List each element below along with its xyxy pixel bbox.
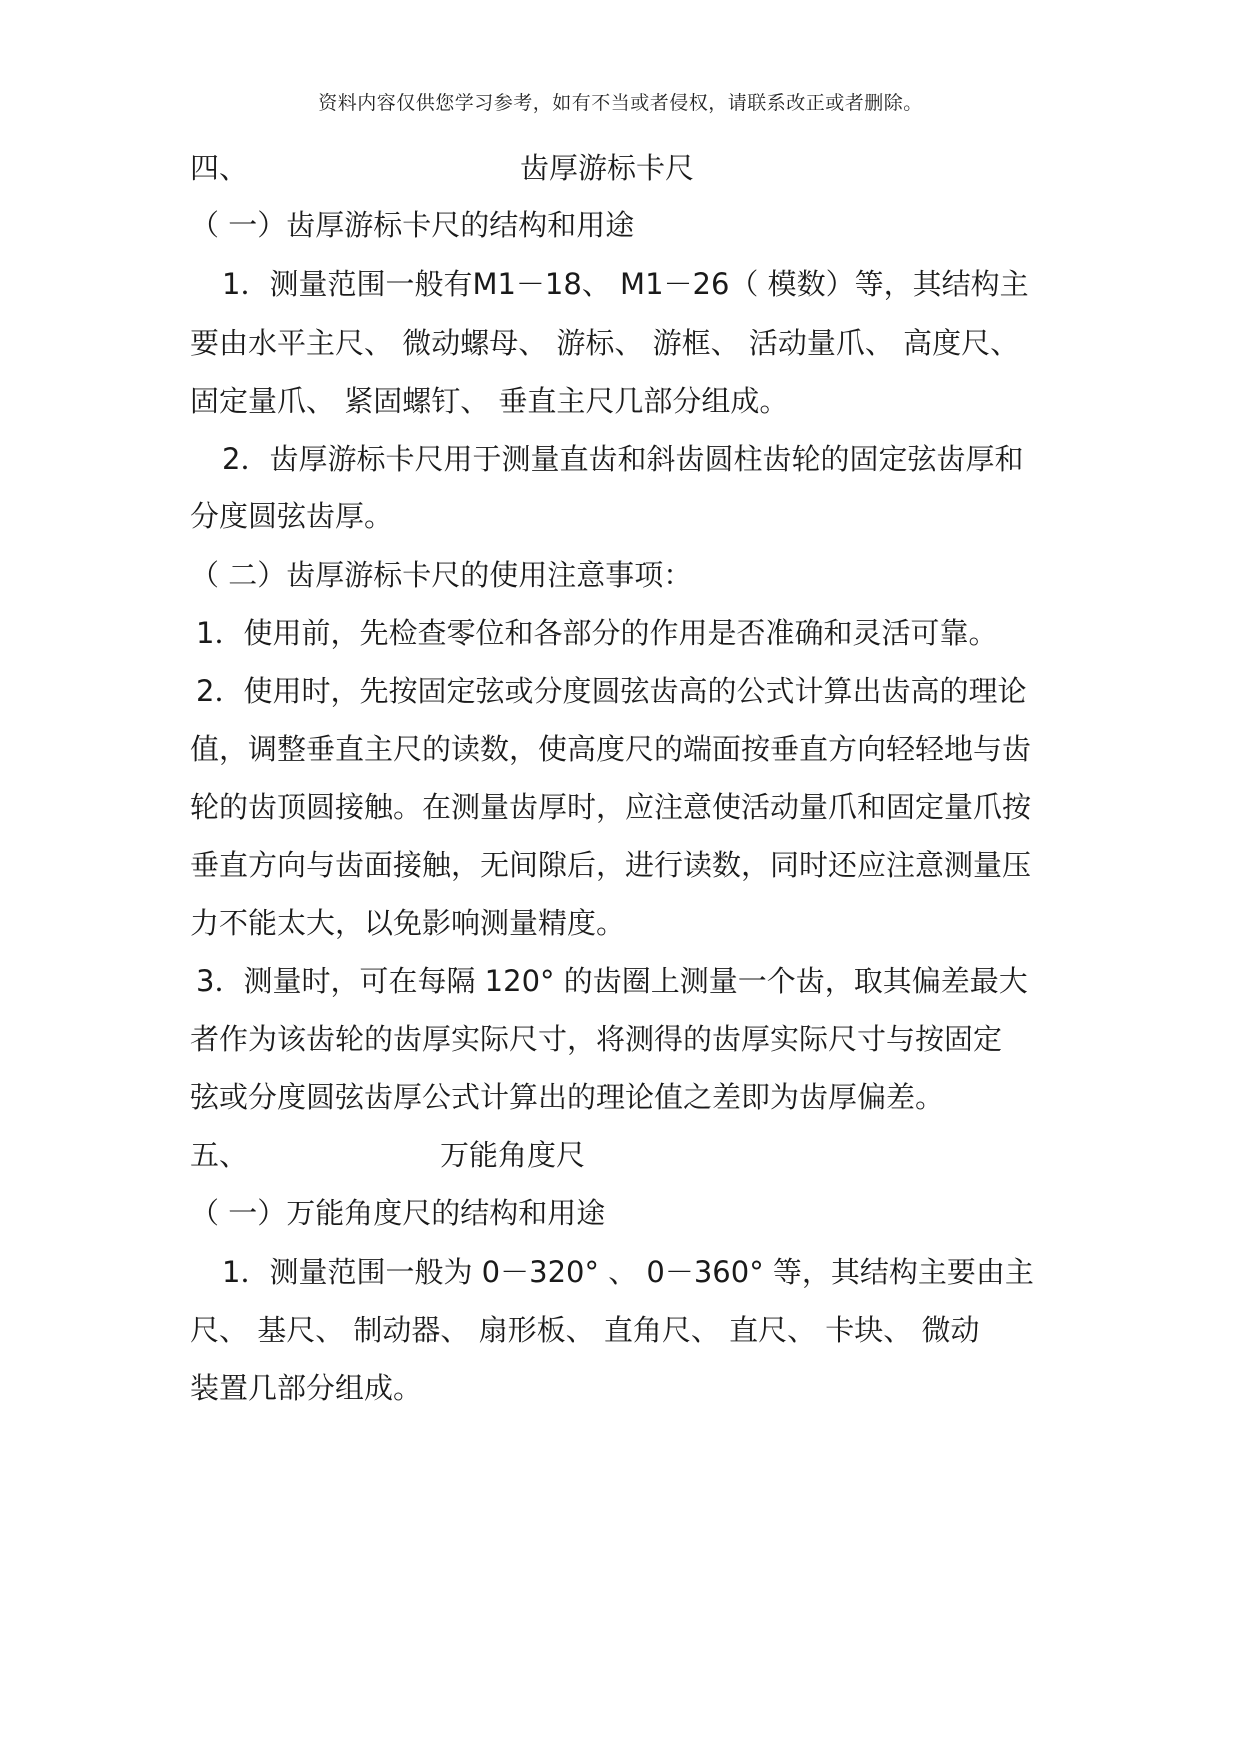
s4-sub2-item3-line2: 者作为该齿轮的齿厚实际尺寸，将测得的齿厚实际尺寸与按固定 bbox=[190, 1022, 1003, 1056]
section-5-heading bbox=[190, 1137, 1070, 1173]
section-5-sub-1-heading: （ 一）万能角度尺的结构和用途 bbox=[190, 1196, 606, 1230]
s4-sub2-item2-line2: 值，调整垂直主尺的读数，使高度尺的端面按垂直方向轻轻地与齿 bbox=[190, 732, 1032, 766]
s4-item1-line3: 固定量爪、 紧固螺钉、 垂直主尺几部分组成。 bbox=[190, 384, 789, 418]
s4-sub2-item3-line3: 弦或分度圆弦齿厚公式计算出的理论值之差即为齿厚偏差。 bbox=[190, 1080, 945, 1114]
section-5-title: 万能角度尺 bbox=[440, 1138, 586, 1172]
s4-sub2-item3-line1: 3．测量时，可在每隔 120° 的齿圈上测量一个齿，取其偏差最大 bbox=[196, 964, 1028, 998]
s5-item1-line1: 1．测量范围一般为 0－320° 、 0－360° 等，其结构主要由主 bbox=[222, 1255, 1034, 1289]
s5-item1-line3: 装置几部分组成。 bbox=[190, 1371, 423, 1405]
s4-sub2-item2-line3: 轮的齿顶圆接触。在测量齿厚时，应注意使活动量爪和固定量爪按 bbox=[190, 790, 1032, 824]
section-4-sub-1-heading: （ 一）齿厚游标卡尺的结构和用途 bbox=[190, 208, 635, 242]
s4-item2-line1: 2．齿厚游标卡尺用于测量直齿和斜齿圆柱齿轮的固定弦齿厚和 bbox=[222, 442, 1024, 476]
s4-sub2-item2-line1: 2．使用时，先按固定弦或分度圆弦齿高的公式计算出齿高的理论 bbox=[196, 674, 1027, 708]
header-note: 资料内容仅供您学习参考，如有不当或者侵权，请联系改正或者删除。 bbox=[318, 92, 923, 114]
section-4-sub-2-heading: （ 二）齿厚游标卡尺的使用注意事项： bbox=[190, 558, 693, 592]
s4-sub2-item1-line1: 1．使用前，先检查零位和各部分的作用是否准确和灵活可靠。 bbox=[196, 616, 998, 650]
section-4-heading bbox=[190, 150, 1070, 186]
s4-sub2-item2-line4: 垂直方向与齿面接触，无间隙后，进行读数，同时还应注意测量压 bbox=[190, 848, 1032, 882]
s4-item2-line2: 分度圆弦齿厚。 bbox=[190, 499, 394, 533]
s5-item1-line2: 尺、 基尺、 制动器、 扇形板、 直角尺、 直尺、 卡块、 微动 bbox=[190, 1313, 980, 1347]
section-5-number: 五、 bbox=[190, 1138, 249, 1172]
s4-item1-line2: 要由水平主尺、 微动螺母、 游标、 游框、 活动量爪、 高度尺、 bbox=[190, 326, 1020, 360]
s4-item1-line1: 1．测量范围一般有M1－18、 M1－26（ 模数）等，其结构主 bbox=[222, 267, 1029, 301]
section-4-number: 四、 bbox=[190, 151, 249, 185]
s4-sub2-item2-line5: 力不能太大，以免影响测量精度。 bbox=[190, 906, 626, 940]
section-4-title: 齿厚游标卡尺 bbox=[520, 151, 695, 185]
